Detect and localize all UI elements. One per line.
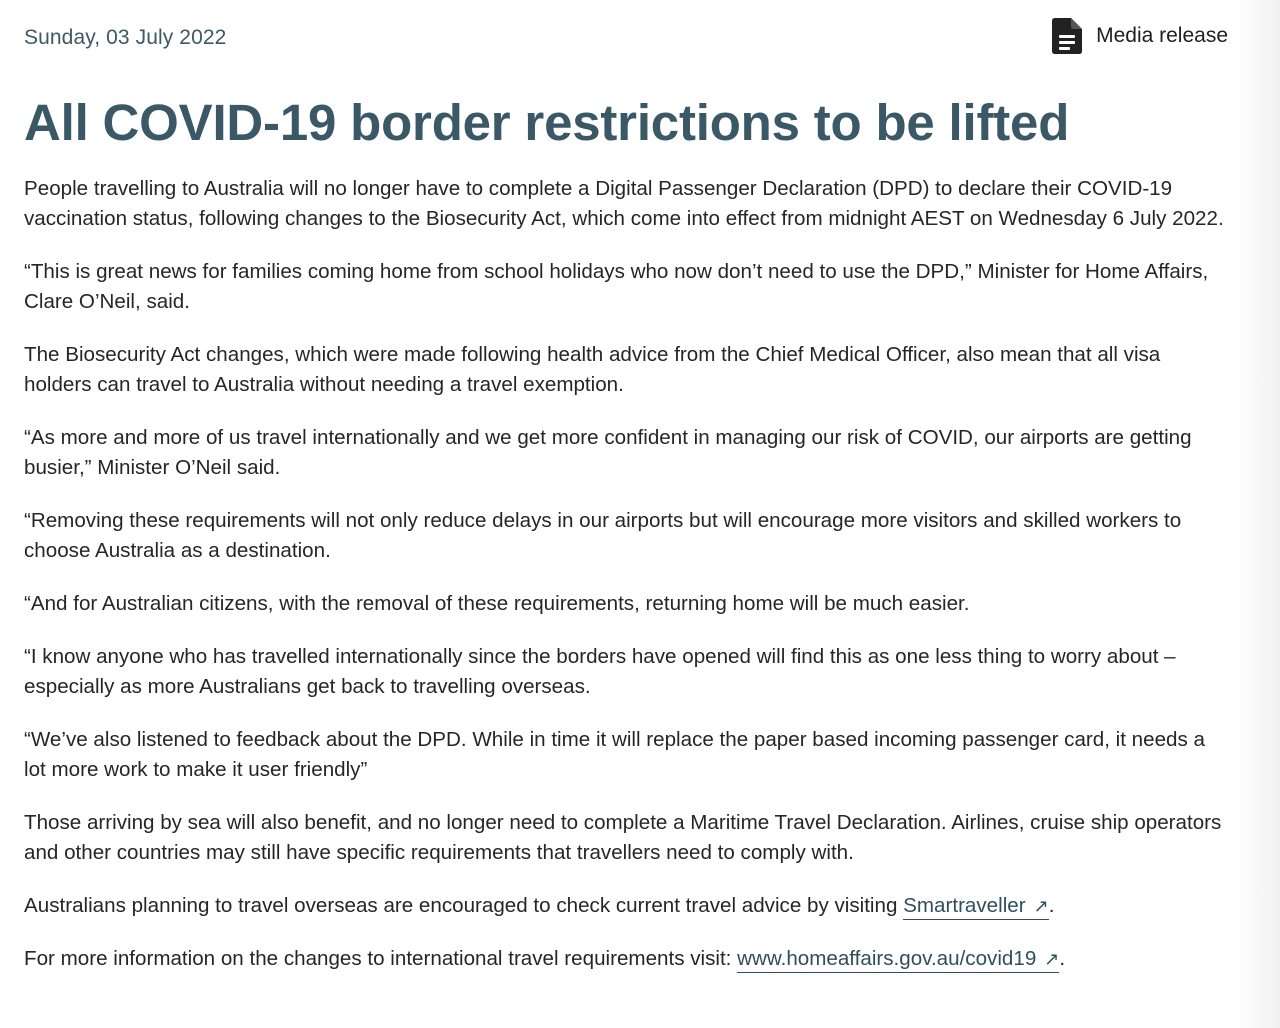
document-icon: [1052, 18, 1082, 54]
article-paragraph: “This is great news for families coming home from school holidays who now don’t need to use the DPD,” Minister for Home Affairs, Clare O’Neil, said.: [24, 259, 1209, 313]
page-title: All COVID-19 border restrictions to be lifted: [24, 94, 1070, 151]
external-link-icon: ↗: [1044, 948, 1060, 969]
external-link-icon: ↗: [1033, 895, 1049, 916]
release-date: Sunday, 03 July 2022: [24, 26, 227, 49]
article-paragraph: “Removing these requirements will not only reduce delays in our airports but will encourage more visitors and skilled workers to choose Australia as a destination.: [24, 508, 1182, 562]
release-type: [1052, 18, 1228, 54]
covid19-info-link[interactable]: [737, 947, 1059, 973]
article-paragraph: Those arriving by sea will also benefit, and no longer need to complete a Maritime Travel Declaration. Airlines, cruise ship operators and other countries may still have specific requirements that travellers need to comply with.: [24, 810, 1222, 864]
article-paragraph: “We’ve also listened to feedback about the DPD. While in time it will replace the paper based incoming passenger card, it needs a lot more work to make it user friendly”: [24, 727, 1205, 781]
article-paragraph: The Biosecurity Act changes, which were made following health advice from the Chief Medical Officer, also mean that all visa holders can travel to Australia without needing a travel exemption.: [24, 342, 1161, 396]
article-paragraph: “I know anyone who has travelled internationally since the borders have opened will find this as one less thing to worry about – especially as more Australians get back to travelling overseas.: [24, 644, 1176, 698]
article-paragraph: “And for Australian citizens, with the removal of these requirements, returning home will be much easier.: [24, 591, 970, 615]
article-paragraph: People travelling to Australia will no longer have to complete a Digital Passenger Declaration (DPD) to declare their COVID-19 vaccination status, following changes to the Biosecurity Act, which come into effect from midnight AEST on Wednesday 6 July 2022.: [24, 176, 1224, 230]
release-type-label: Media release: [1096, 24, 1228, 47]
scroll-edge-shadow: [1234, 0, 1280, 1028]
smartraveller-text: Australians planning to travel overseas are encouraged to check current travel advice by visiting: [24, 893, 904, 917]
release-meta: [24, 0, 1232, 80]
more-info-period: .: [1059, 946, 1066, 970]
article-body: [24, 174, 1232, 974]
more-info-paragraph: [24, 944, 1232, 974]
smartraveller-link[interactable]: [903, 894, 1049, 920]
smartraveller-paragraph: [24, 891, 1232, 921]
article-paragraph: “As more and more of us travel internationally and we get more confident in managing our risk of COVID, our airports are getting busier,” Minister O’Neil said.: [24, 425, 1192, 479]
media-release-page: [24, 0, 1232, 997]
smartraveller-link-label: Smartraveller: [903, 893, 1026, 917]
smartraveller-period: .: [1048, 893, 1055, 917]
covid19-info-link-label: www.homeaffairs.gov.au/covid19: [737, 946, 1037, 970]
more-info-text: For more information on the changes to international travel requirements visit:: [24, 946, 738, 970]
